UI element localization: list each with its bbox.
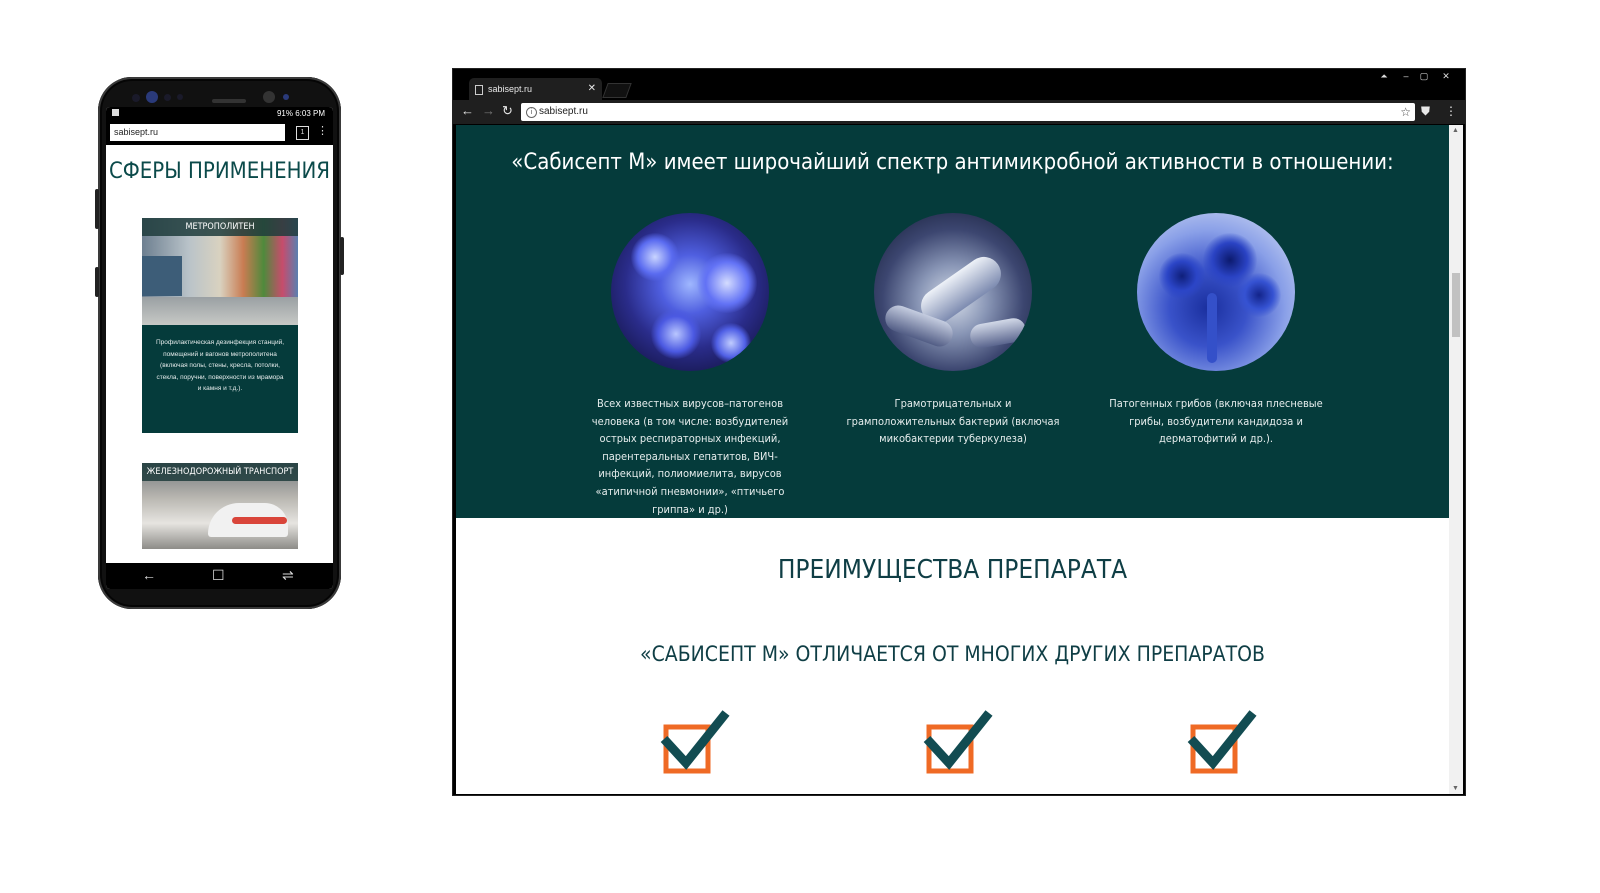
tab-title: sabisept.ru bbox=[488, 84, 533, 94]
power-button bbox=[340, 237, 344, 275]
star-icon[interactable]: ☆ bbox=[1400, 105, 1411, 119]
page-scrollbar[interactable] bbox=[1449, 125, 1463, 794]
status-bar bbox=[106, 107, 333, 121]
recents-icon[interactable]: ⇌ bbox=[282, 567, 294, 583]
advantages-title: ПРЕИМУЩЕСТВА ПРЕПАРАТА bbox=[777, 555, 1128, 585]
card-text: Профилактическая дезинфекция станций, помещений и вагонов метрополитена (включая полы, стены, кресла, потолки, стекла, поручни, поверхности из мрамора и камня и т.д.). bbox=[142, 325, 298, 433]
volume-button bbox=[95, 189, 99, 229]
minimize-icon[interactable]: – bbox=[1403, 71, 1409, 81]
mobile-address-field[interactable]: sabisept.ru bbox=[110, 124, 285, 141]
browser-toolbar bbox=[453, 100, 1465, 124]
profile-icon[interactable]: ⏶ bbox=[1380, 71, 1388, 81]
browser-window bbox=[452, 68, 1466, 796]
new-tab-button[interactable] bbox=[602, 83, 631, 98]
section-heading: «Сабисепт М» имеет широчайший спектр антимикробной активности в отношении: bbox=[511, 150, 1394, 175]
scroll-thumb[interactable] bbox=[1452, 273, 1460, 337]
window-close-icon[interactable]: ✕ bbox=[1442, 71, 1450, 81]
tabs-count-button[interactable]: 1 bbox=[296, 126, 309, 140]
scroll-down-icon[interactable]: ▼ bbox=[1452, 785, 1459, 792]
mobile-page-content bbox=[106, 145, 333, 563]
virus-image bbox=[611, 213, 769, 371]
iris-sensor-icon bbox=[146, 91, 158, 103]
status-right: 91% 6:03 PM bbox=[276, 109, 325, 118]
address-url: sabisept.ru bbox=[539, 106, 588, 117]
home-icon[interactable]: ☐ bbox=[212, 567, 225, 583]
bacteria-image bbox=[874, 213, 1032, 371]
back-icon[interactable]: ← bbox=[142, 567, 156, 583]
fungi-caption: Патогенных грибов (включая плесневые грибы, возбудители кандидоза и дерматофитий и др.). bbox=[1109, 397, 1323, 446]
led-icon bbox=[283, 94, 289, 100]
menu-icon[interactable]: ⋮ bbox=[317, 125, 328, 137]
menu-icon[interactable]: ⋮ bbox=[1445, 104, 1457, 118]
maximize-icon[interactable]: ▢ bbox=[1419, 71, 1429, 81]
checkbox-icon bbox=[923, 709, 993, 779]
phone-mockup bbox=[98, 77, 341, 609]
sensor-icon bbox=[132, 94, 140, 102]
light-sensor-icon bbox=[177, 94, 183, 100]
close-icon[interactable]: ✕ bbox=[587, 83, 596, 94]
checkbox-icon bbox=[1187, 709, 1257, 779]
phone-screen bbox=[106, 107, 333, 589]
virus-caption: Всех известных вирусов–патогенов человека (в том числе: возбудителей острых респираторных инфекций, парентеральных гепатитов, ВИЧ-инфекций, полиомиелита, вирусов «атипичной пневмонии», «птичьего гриппа» и др.) bbox=[591, 397, 789, 516]
card-header: МЕТРОПОЛИТЕН bbox=[142, 218, 298, 236]
page-viewport bbox=[456, 125, 1449, 794]
page-title: СФЕРЫ ПРИМЕНЕНИЯ bbox=[108, 159, 331, 184]
advantages-subtitle: «САБИСЕПТ М» ОТЛИЧАЕТСЯ ОТ МНОГИХ ДРУГИХ ПРЕПАРАТОВ bbox=[640, 642, 1265, 666]
page-icon bbox=[475, 85, 483, 95]
mobile-url-bar bbox=[106, 121, 333, 145]
back-arrow-icon[interactable]: ← bbox=[461, 103, 474, 118]
proximity-sensor-icon bbox=[164, 94, 171, 101]
bacteria-caption: Грамотрицательных и грамположительных бактерий (включая микобактерии туберкулеза) bbox=[846, 397, 1060, 446]
forward-arrow-icon[interactable]: → bbox=[482, 103, 495, 118]
card-railway[interactable] bbox=[142, 463, 298, 563]
bixby-button bbox=[95, 267, 99, 297]
reload-icon[interactable]: ↻ bbox=[502, 103, 513, 118]
card-header: ЖЕЛЕЗНОДОРОЖНЫЙ ТРАНСПОРТ bbox=[142, 463, 298, 481]
browser-tab[interactable] bbox=[469, 78, 602, 100]
address-bar[interactable] bbox=[521, 103, 1415, 121]
antimicrobial-section bbox=[456, 125, 1449, 518]
info-icon[interactable]: i bbox=[526, 107, 537, 118]
scroll-up-icon[interactable]: ▲ bbox=[1452, 127, 1459, 134]
checkbox-icon bbox=[660, 709, 730, 779]
shield-icon[interactable]: ⛊ bbox=[1421, 104, 1431, 118]
earpiece-speaker bbox=[212, 99, 246, 103]
notification-icon bbox=[112, 109, 119, 116]
front-camera-icon bbox=[263, 91, 275, 103]
android-nav-bar bbox=[106, 563, 333, 589]
fungi-image bbox=[1137, 213, 1295, 371]
card-metro[interactable] bbox=[142, 218, 298, 433]
